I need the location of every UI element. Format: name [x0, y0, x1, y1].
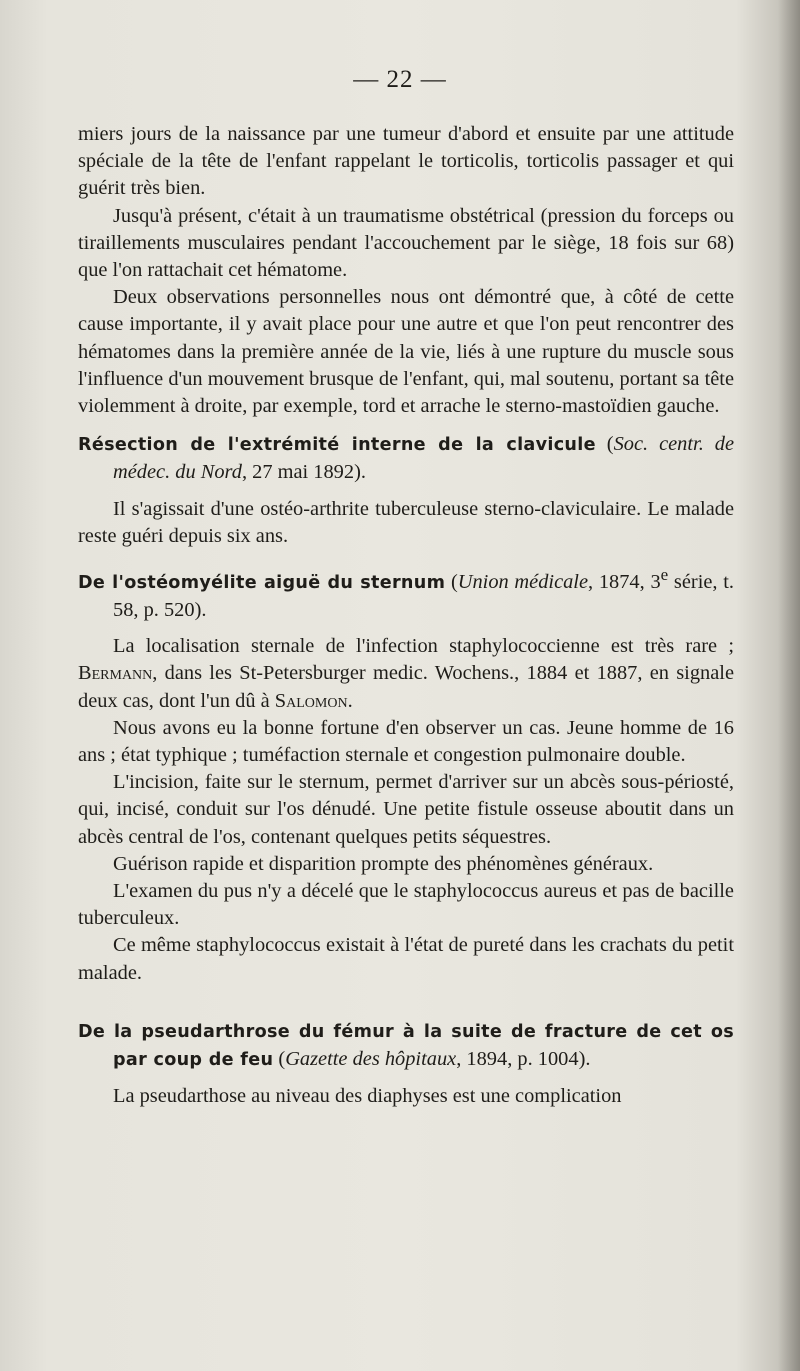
paragraph: La localisation sternale de l'infection staphylococcienne est très rare ; Bermann, dans les St-Petersburger medic. Wochens., 1884 et 1887, en signale deux cas, dont l'un dû à Salomon.: [78, 635, 734, 712]
body-text: [78, 121, 734, 1111]
paragraph: Nous avons eu la bonne fortune d'en observer un cas. Jeune homme de 16 ans ; état typhique ; tuméfaction sternale et congestion pulmonaire double.: [78, 716, 734, 767]
paragraph: Jusqu'à présent, c'était à un traumatisme obstétrical (pression du forceps ou tiraillements musculaires pendant l'accouchement par le siège, 18 fois sur 68) que l'on rattachait cet hématome.: [78, 204, 734, 282]
paragraph: L'examen du pus n'y a décelé que le staphylococcus aureus et pas de bacille tuberculeux.: [78, 880, 734, 930]
section-heading: De la pseudarthrose du fémur à la suite de fracture de cet os par coup de feu (Gazette des hôpitaux, 1894, p. 1004).: [78, 1021, 734, 1071]
paragraph: L'incision, faite sur le sternum, permet d'arriver sur un abcès sous-périosté, qui, incisé, conduit sur l'os dénudé. Une petite fistule osseuse aboutit dans un abcès central de l'os, contenant quelques petits séquestres.: [78, 771, 734, 848]
section-spacer: [78, 987, 734, 1007]
page-edge-shadow: [778, 0, 800, 1371]
paragraph: Ce même staphylococcus existait à l'état de pureté dans les crachats du petit malade.: [78, 934, 734, 984]
paragraph: Guérison rapide et disparition prompte des phénomènes généraux.: [113, 852, 654, 875]
section-heading: De l'ostéomyélite aiguë du sternum (Union médicale, 1874, 3e série, t. 58, p. 520).: [78, 565, 734, 622]
author-name: Bermann: [78, 662, 153, 685]
paragraph: Deux observations personnelles nous ont démontré que, à côté de cette cause importante, il y avait place pour une autre et que l'on peut rencontrer des hématomes dans la première année de la vie, liés à une rupture du muscle sous l'influence d'un mouvement brusque de l'enfant, qui, mal soutenu, portant sa tête violemment à droite, par exemple, tord et arrache le sterno-mastoïdien gauche.: [78, 286, 734, 418]
journal-name: Soc. centr. de médec. du Nord: [113, 433, 735, 484]
journal-name: Union médicale: [457, 570, 589, 593]
author-name: Salomon: [274, 689, 348, 712]
section-title: De l'ostéomyélite aiguë du sternum: [78, 572, 446, 593]
paragraph: Il s'agissait d'une ostéo-arthrite tuberculeuse sterno-claviculaire. Le malade reste guéri depuis six ans.: [78, 497, 734, 547]
page-number: — 22 —: [353, 66, 447, 93]
section-title: Résection de l'extrémité interne de la clavicule: [78, 435, 596, 456]
paragraph: La pseudarthose au niveau des diaphyses est une complication: [113, 1085, 622, 1108]
section-heading: Résection de l'extrémité interne de la clavicule (Soc. centr. de médec. du Nord, 27 mai 1892).: [78, 433, 735, 484]
journal-name: Gazette des hôpitaux: [285, 1048, 457, 1071]
section-title: De la pseudarthrose du fémur à la suite de fracture de cet os par coup de feu: [78, 1021, 734, 1071]
paragraph: miers jours de la naissance par une tumeur d'abord et ensuite par une attitude spéciale de la tête de l'enfant rappelant le torticolis, torticolis passager et qui guérit très bien.: [78, 123, 734, 200]
